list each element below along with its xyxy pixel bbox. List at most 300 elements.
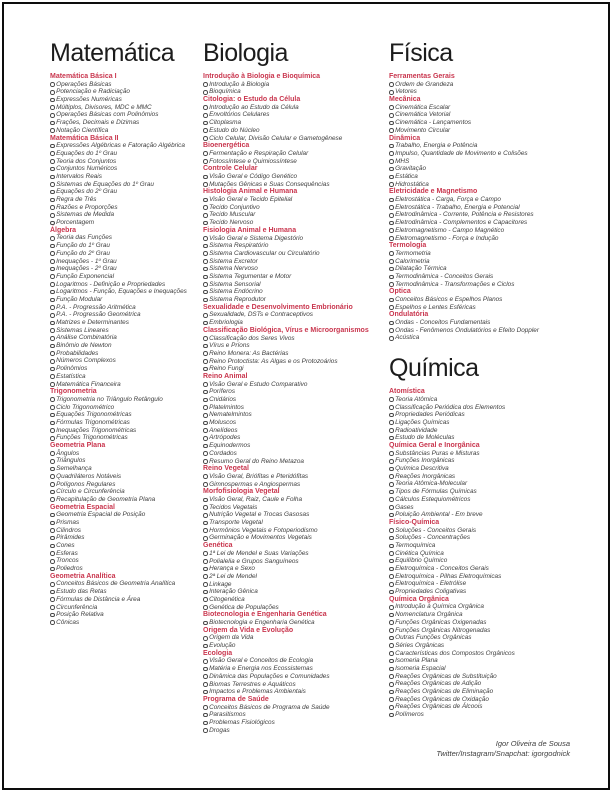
checkbox-icon[interactable] bbox=[203, 567, 208, 572]
checkbox-icon[interactable] bbox=[203, 221, 208, 226]
checkbox-icon[interactable] bbox=[203, 290, 208, 295]
checklist-item bbox=[203, 365, 389, 373]
checkbox-icon[interactable] bbox=[50, 290, 55, 295]
checkbox-icon[interactable] bbox=[203, 582, 208, 587]
checkbox-icon[interactable] bbox=[203, 82, 208, 87]
checkbox-icon[interactable] bbox=[203, 136, 208, 141]
checkbox-icon[interactable] bbox=[50, 482, 55, 487]
checkbox-icon[interactable] bbox=[203, 382, 208, 387]
checkbox-icon[interactable] bbox=[203, 105, 208, 110]
checklist-item bbox=[203, 496, 389, 504]
checkbox-icon[interactable] bbox=[50, 536, 55, 541]
checklist-item bbox=[50, 619, 203, 627]
checklist-item bbox=[50, 427, 203, 435]
checklist-item bbox=[50, 165, 203, 173]
item-label: Mutações Gênicas e Suas Consequências bbox=[209, 180, 330, 188]
checkbox-icon[interactable] bbox=[203, 390, 208, 395]
checkbox-icon[interactable] bbox=[203, 559, 208, 564]
checkbox-icon[interactable] bbox=[389, 643, 394, 648]
checkbox-icon[interactable] bbox=[203, 405, 208, 410]
checkbox-icon[interactable] bbox=[50, 428, 55, 433]
checklist-item bbox=[203, 450, 389, 458]
checkbox-icon[interactable] bbox=[50, 490, 55, 495]
item-label: Platelmintos bbox=[209, 403, 244, 411]
item-label: Isomeria Plana bbox=[395, 657, 438, 665]
checkbox-icon[interactable] bbox=[203, 682, 208, 687]
checkbox-icon[interactable] bbox=[50, 90, 55, 95]
item-label: Nematelmintos bbox=[209, 411, 252, 419]
checkbox-icon[interactable] bbox=[203, 151, 208, 156]
checkbox-icon[interactable] bbox=[389, 198, 394, 203]
checkbox-icon[interactable] bbox=[50, 305, 55, 310]
checkbox-icon[interactable] bbox=[389, 613, 394, 618]
checklist-item bbox=[389, 111, 569, 119]
checkbox-icon[interactable] bbox=[203, 451, 208, 456]
checkbox-icon[interactable] bbox=[50, 213, 55, 218]
item-label: Transporte Vegetal bbox=[209, 519, 263, 527]
item-label: Eletroquímica - Conceitos Gerais bbox=[395, 565, 489, 573]
checkbox-icon[interactable] bbox=[389, 236, 394, 241]
subject-title: Química bbox=[389, 354, 479, 383]
checkbox-icon[interactable] bbox=[203, 498, 208, 503]
checkbox-icon[interactable] bbox=[389, 513, 394, 518]
checkbox-icon[interactable] bbox=[50, 451, 55, 456]
checkbox-icon[interactable] bbox=[203, 159, 208, 164]
checkbox-icon[interactable] bbox=[389, 298, 394, 303]
checkbox-icon[interactable] bbox=[389, 451, 394, 456]
checkbox-icon[interactable] bbox=[50, 167, 55, 172]
checklist-item bbox=[389, 411, 569, 419]
checkbox-icon[interactable] bbox=[203, 551, 208, 556]
checkbox-icon[interactable] bbox=[389, 705, 394, 710]
checkbox-icon[interactable] bbox=[203, 351, 208, 356]
checkbox-icon[interactable] bbox=[50, 459, 55, 464]
checkbox-icon[interactable] bbox=[203, 298, 208, 303]
subject-group bbox=[203, 40, 389, 734]
checkbox-icon[interactable] bbox=[203, 428, 208, 433]
checkbox-icon[interactable] bbox=[203, 690, 208, 695]
checkbox-icon[interactable] bbox=[389, 567, 394, 572]
checkbox-icon[interactable] bbox=[203, 721, 208, 726]
checkbox-icon[interactable] bbox=[50, 175, 55, 180]
checkbox-icon[interactable] bbox=[389, 682, 394, 687]
item-label: Tecidos Vegetais bbox=[209, 503, 258, 511]
checkbox-icon[interactable] bbox=[389, 167, 394, 172]
checkbox-icon[interactable] bbox=[389, 82, 394, 87]
checkbox-icon[interactable] bbox=[203, 436, 208, 441]
checkbox-icon[interactable] bbox=[50, 597, 55, 602]
checkbox-icon[interactable] bbox=[203, 259, 208, 264]
item-label: Operações Básicas com Polinômios bbox=[56, 111, 159, 119]
checkbox-icon[interactable] bbox=[50, 221, 55, 226]
checkbox-icon[interactable] bbox=[203, 667, 208, 672]
checkbox-icon[interactable] bbox=[50, 198, 55, 203]
checkbox-icon[interactable] bbox=[203, 336, 208, 341]
checkbox-icon[interactable] bbox=[50, 497, 55, 502]
checkbox-icon[interactable] bbox=[203, 521, 208, 526]
checkbox-icon[interactable] bbox=[50, 236, 55, 241]
checkbox-icon[interactable] bbox=[50, 521, 55, 526]
checkbox-icon[interactable] bbox=[389, 336, 394, 341]
checkbox-icon[interactable] bbox=[203, 728, 208, 733]
item-label: Porcentagem bbox=[56, 219, 95, 227]
checkbox-icon[interactable] bbox=[389, 275, 394, 280]
checkbox-icon[interactable] bbox=[203, 213, 208, 218]
checklist-item bbox=[50, 557, 203, 565]
checkbox-icon[interactable] bbox=[389, 328, 394, 333]
item-label: Visão Geral e Estudo Comparativo bbox=[209, 380, 308, 388]
item-label: Bioquímica bbox=[209, 88, 241, 96]
checkbox-icon[interactable] bbox=[203, 198, 208, 203]
checkbox-icon[interactable] bbox=[389, 574, 394, 579]
checkbox-icon[interactable] bbox=[203, 597, 208, 602]
item-label: Posição Relativa bbox=[56, 611, 104, 619]
checkbox-icon[interactable] bbox=[203, 713, 208, 718]
section-header: Biotecnologia e Engenharia Genética bbox=[203, 611, 327, 619]
checkbox-icon[interactable] bbox=[389, 251, 394, 256]
checkbox-icon[interactable] bbox=[389, 428, 394, 433]
checkbox-icon[interactable] bbox=[203, 244, 208, 249]
section-header: Controle Celular bbox=[203, 165, 258, 173]
checklist-item bbox=[203, 350, 389, 358]
item-label: Ciclo Trigonométrico bbox=[56, 403, 115, 411]
checklist-item bbox=[203, 550, 389, 558]
checklist-item bbox=[50, 265, 203, 273]
checklist-item bbox=[389, 258, 569, 266]
checkbox-icon[interactable] bbox=[389, 321, 394, 326]
item-label: Polígonos Regulares bbox=[56, 480, 116, 488]
checkbox-icon[interactable] bbox=[203, 267, 208, 272]
checkbox-icon[interactable] bbox=[203, 128, 208, 133]
checkbox-icon[interactable] bbox=[50, 113, 55, 118]
checklist-item bbox=[50, 150, 203, 158]
checkbox-icon[interactable] bbox=[203, 644, 208, 649]
item-label: Envoltórios Celulares bbox=[209, 111, 270, 119]
checkbox-icon[interactable] bbox=[389, 651, 394, 656]
checkbox-icon[interactable] bbox=[203, 605, 208, 610]
section-header: Morfofisiologia Vegetal bbox=[203, 488, 280, 496]
item-label: Circunferência bbox=[56, 603, 98, 611]
item-label: Vírus e Príons bbox=[209, 342, 250, 350]
checkbox-icon[interactable] bbox=[50, 274, 55, 279]
checkbox-icon[interactable] bbox=[203, 205, 208, 210]
checkbox-icon[interactable] bbox=[389, 690, 394, 695]
checklist-item bbox=[203, 511, 389, 519]
checkbox-icon[interactable] bbox=[203, 459, 208, 464]
checkbox-icon[interactable] bbox=[50, 128, 55, 133]
checkbox-icon[interactable] bbox=[50, 98, 55, 103]
checkbox-icon[interactable] bbox=[389, 590, 394, 595]
item-label: Sistema Reprodutor bbox=[209, 296, 266, 304]
checkbox-icon[interactable] bbox=[389, 113, 394, 118]
checkbox-icon[interactable] bbox=[389, 159, 394, 164]
checkbox-icon[interactable] bbox=[50, 313, 55, 318]
checkbox-icon[interactable] bbox=[50, 182, 55, 187]
checkbox-icon[interactable] bbox=[50, 397, 55, 402]
checklist-item bbox=[389, 542, 569, 550]
checkbox-icon[interactable] bbox=[203, 590, 208, 595]
item-label: Trabalho, Energia e Potência bbox=[395, 142, 478, 150]
checkbox-icon[interactable] bbox=[389, 497, 394, 502]
checkbox-icon[interactable] bbox=[389, 305, 394, 310]
item-label: Introdução ao Estudo da Célula bbox=[209, 103, 299, 111]
checkbox-icon[interactable] bbox=[203, 513, 208, 518]
checkbox-icon[interactable] bbox=[203, 398, 208, 403]
checkbox-icon[interactable] bbox=[389, 213, 394, 218]
checkbox-icon[interactable] bbox=[389, 697, 394, 702]
checklist-item bbox=[50, 319, 203, 327]
checkbox-icon[interactable] bbox=[203, 251, 208, 256]
checkbox-icon[interactable] bbox=[203, 421, 208, 426]
checkbox-icon[interactable] bbox=[50, 567, 55, 572]
checklist-item bbox=[50, 273, 203, 281]
checkbox-icon[interactable] bbox=[203, 282, 208, 287]
checkbox-icon[interactable] bbox=[203, 674, 208, 679]
checkbox-icon[interactable] bbox=[389, 490, 394, 495]
checklist-item bbox=[389, 688, 569, 696]
checkbox-icon[interactable] bbox=[389, 536, 394, 541]
checkbox-icon[interactable] bbox=[50, 151, 55, 156]
checklist-item bbox=[203, 335, 389, 343]
checkbox-icon[interactable] bbox=[203, 505, 208, 510]
checklist-item bbox=[50, 288, 203, 296]
item-label: Visão Geral e Sistema Digestório bbox=[209, 234, 304, 242]
checkbox-icon[interactable] bbox=[389, 674, 394, 679]
checkbox-icon[interactable] bbox=[50, 559, 55, 564]
checkbox-icon[interactable] bbox=[203, 367, 208, 372]
checkbox-icon[interactable] bbox=[389, 151, 394, 156]
checkbox-icon[interactable] bbox=[50, 159, 55, 164]
checkbox-icon[interactable] bbox=[50, 421, 55, 426]
checklist-item bbox=[389, 419, 569, 427]
subject-title: Matemática bbox=[50, 39, 175, 67]
item-label: Reações Orgânicas de Substituição bbox=[395, 672, 497, 680]
item-label: Sistema Nervoso bbox=[209, 265, 258, 273]
checkbox-icon[interactable] bbox=[50, 436, 55, 441]
checklist-item bbox=[203, 458, 389, 466]
checkbox-icon[interactable] bbox=[50, 551, 55, 556]
checkbox-icon[interactable] bbox=[203, 659, 208, 664]
checkbox-icon[interactable] bbox=[50, 321, 55, 326]
checkbox-icon[interactable] bbox=[389, 413, 394, 418]
item-label: Soluções - Conceitos Gerais bbox=[395, 526, 477, 534]
checkbox-icon[interactable] bbox=[389, 121, 394, 126]
checkbox-icon[interactable] bbox=[389, 713, 394, 718]
footer bbox=[436, 739, 570, 758]
checkbox-icon[interactable] bbox=[50, 336, 55, 341]
section-header: Atomística bbox=[389, 388, 425, 396]
checkbox-icon[interactable] bbox=[389, 105, 394, 110]
checklist-item bbox=[50, 242, 203, 250]
checklist-item bbox=[50, 127, 203, 135]
checkbox-icon[interactable] bbox=[50, 121, 55, 126]
item-label: Reações Orgânicas de Álcoois bbox=[395, 703, 483, 711]
checkbox-icon[interactable] bbox=[203, 275, 208, 280]
checkbox-icon[interactable] bbox=[203, 636, 208, 641]
checkbox-icon[interactable] bbox=[389, 267, 394, 272]
checkbox-icon[interactable] bbox=[203, 236, 208, 241]
checkbox-icon[interactable] bbox=[50, 405, 55, 410]
checkbox-icon[interactable] bbox=[389, 397, 394, 402]
checkbox-icon[interactable] bbox=[389, 221, 394, 226]
checkbox-icon[interactable] bbox=[50, 282, 55, 287]
checkbox-icon[interactable] bbox=[389, 482, 394, 487]
checkbox-icon[interactable] bbox=[50, 513, 55, 518]
item-label: Classificação dos Seres Vivos bbox=[209, 334, 295, 342]
checkbox-icon[interactable] bbox=[389, 205, 394, 210]
column-1 bbox=[203, 40, 389, 734]
item-label: Conceitos Básicos de Programa de Saúde bbox=[209, 703, 330, 711]
checklist-item bbox=[203, 265, 389, 273]
subject-title: Biologia bbox=[203, 39, 288, 67]
checkbox-icon[interactable] bbox=[50, 244, 55, 249]
checklist-item bbox=[203, 288, 389, 296]
checkbox-icon[interactable] bbox=[203, 444, 208, 449]
checkbox-icon[interactable] bbox=[203, 528, 208, 533]
checkbox-icon[interactable] bbox=[50, 413, 55, 418]
item-label: Conceitos Básicos e Espelhos Planos bbox=[395, 296, 503, 304]
checkbox-icon[interactable] bbox=[389, 551, 394, 556]
checkbox-icon[interactable] bbox=[203, 313, 208, 318]
checkbox-icon[interactable] bbox=[389, 144, 394, 149]
checkbox-icon[interactable] bbox=[203, 121, 208, 126]
checkbox-icon[interactable] bbox=[203, 359, 208, 364]
checkbox-icon[interactable] bbox=[50, 82, 55, 87]
checkbox-icon[interactable] bbox=[389, 474, 394, 479]
checkbox-icon[interactable] bbox=[203, 90, 208, 95]
checkbox-icon[interactable] bbox=[50, 344, 55, 349]
checklist-item bbox=[389, 550, 569, 558]
checklist-item bbox=[50, 281, 203, 289]
checklist-item bbox=[50, 511, 203, 519]
checklist-item bbox=[203, 273, 389, 281]
checkbox-icon[interactable] bbox=[389, 605, 394, 610]
checkbox-icon[interactable] bbox=[203, 344, 208, 349]
checkbox-icon[interactable] bbox=[389, 459, 394, 464]
checkbox-icon[interactable] bbox=[203, 536, 208, 541]
checklist-item bbox=[50, 396, 203, 404]
checkbox-icon[interactable] bbox=[50, 359, 55, 364]
item-label: Equações do 1º Grau bbox=[56, 149, 118, 157]
checkbox-icon[interactable] bbox=[389, 128, 394, 133]
checkbox-icon[interactable] bbox=[50, 351, 55, 356]
checkbox-icon[interactable] bbox=[203, 474, 208, 479]
checkbox-icon[interactable] bbox=[389, 505, 394, 510]
item-label: Biomas Terrestres e Aquáticos bbox=[209, 680, 296, 688]
checkbox-icon[interactable] bbox=[389, 282, 394, 287]
checkbox-icon[interactable] bbox=[203, 182, 208, 187]
checkbox-icon[interactable] bbox=[389, 620, 394, 625]
checkbox-icon[interactable] bbox=[389, 436, 394, 441]
checkbox-icon[interactable] bbox=[50, 328, 55, 333]
checkbox-icon[interactable] bbox=[203, 482, 208, 487]
checkbox-icon[interactable] bbox=[50, 382, 55, 387]
checkbox-icon[interactable] bbox=[203, 175, 208, 180]
checkbox-icon[interactable] bbox=[50, 267, 55, 272]
checkbox-icon[interactable] bbox=[203, 113, 208, 118]
item-label: Radioatividade bbox=[395, 426, 438, 434]
checklist-item bbox=[389, 473, 569, 481]
checkbox-icon[interactable] bbox=[50, 205, 55, 210]
checkbox-icon[interactable] bbox=[50, 582, 55, 587]
checkbox-icon[interactable] bbox=[50, 590, 55, 595]
checklist-item bbox=[50, 465, 203, 473]
checkbox-icon[interactable] bbox=[389, 544, 394, 549]
checkbox-icon[interactable] bbox=[50, 544, 55, 549]
item-label: Sistemas de Equações do 1º Grau bbox=[56, 180, 154, 188]
checklist-item bbox=[389, 457, 569, 465]
checklist-item bbox=[203, 81, 389, 89]
item-label: Equações Trigonométricas bbox=[56, 411, 132, 419]
section-header: Química Orgânica bbox=[389, 595, 449, 603]
checkbox-icon[interactable] bbox=[50, 528, 55, 533]
checkbox-icon[interactable] bbox=[203, 321, 208, 326]
checkbox-icon[interactable] bbox=[50, 474, 55, 479]
checkbox-icon[interactable] bbox=[50, 144, 55, 149]
checklist-item bbox=[203, 404, 389, 412]
checklist-item bbox=[389, 227, 569, 235]
section-header: Ferramentas Gerais bbox=[389, 73, 455, 80]
checkbox-icon[interactable] bbox=[389, 467, 394, 472]
checkbox-icon[interactable] bbox=[389, 667, 394, 672]
checkbox-icon[interactable] bbox=[389, 182, 394, 187]
checkbox-icon[interactable] bbox=[50, 105, 55, 110]
item-label: Equinodermos bbox=[209, 442, 251, 450]
checkbox-icon[interactable] bbox=[389, 582, 394, 587]
item-label: Herança e Sexo bbox=[209, 565, 255, 573]
item-label: Visão Geral e Tecido Epitelial bbox=[209, 196, 293, 204]
checkbox-icon[interactable] bbox=[389, 259, 394, 264]
checkbox-icon[interactable] bbox=[389, 659, 394, 664]
checkbox-icon[interactable] bbox=[50, 251, 55, 256]
checkbox-icon[interactable] bbox=[389, 528, 394, 533]
checklist-item bbox=[203, 111, 389, 119]
checkbox-icon[interactable] bbox=[50, 605, 55, 610]
checkbox-icon[interactable] bbox=[389, 405, 394, 410]
checklist-item bbox=[389, 665, 569, 673]
item-label: Reino Monera: As Bactérias bbox=[209, 349, 289, 357]
checklist-item bbox=[203, 442, 389, 450]
checkbox-icon[interactable] bbox=[203, 413, 208, 418]
item-label: Logaritmos - Função, Equações e Inequações bbox=[56, 288, 187, 296]
checkbox-icon[interactable] bbox=[50, 298, 55, 303]
checkbox-icon[interactable] bbox=[50, 613, 55, 618]
checklist-item bbox=[203, 604, 389, 612]
section-header: Eletricidade e Magnetismo bbox=[389, 188, 478, 196]
section-header: Programa de Saúde bbox=[203, 695, 269, 703]
checkbox-icon[interactable] bbox=[389, 90, 394, 95]
checklist-item bbox=[50, 519, 203, 527]
checkbox-icon[interactable] bbox=[389, 628, 394, 633]
item-label: Cilindros bbox=[56, 526, 81, 534]
checkbox-icon[interactable] bbox=[203, 705, 208, 710]
checkbox-icon[interactable] bbox=[50, 367, 55, 372]
checklist-item bbox=[203, 127, 389, 135]
checkbox-icon[interactable] bbox=[50, 620, 55, 625]
checkbox-icon[interactable] bbox=[389, 420, 394, 425]
checkbox-icon[interactable] bbox=[203, 621, 208, 626]
checkbox-icon[interactable] bbox=[50, 374, 55, 379]
checkbox-icon[interactable] bbox=[50, 467, 55, 472]
checkbox-icon[interactable] bbox=[50, 190, 55, 195]
checkbox-icon[interactable] bbox=[389, 228, 394, 233]
checkbox-icon[interactable] bbox=[389, 636, 394, 641]
item-label: Germinação e Movimentos Vegetais bbox=[209, 534, 312, 542]
checkbox-icon[interactable] bbox=[203, 574, 208, 579]
checkbox-icon[interactable] bbox=[389, 175, 394, 180]
checkbox-icon[interactable] bbox=[389, 559, 394, 564]
checkbox-icon[interactable] bbox=[50, 259, 55, 264]
